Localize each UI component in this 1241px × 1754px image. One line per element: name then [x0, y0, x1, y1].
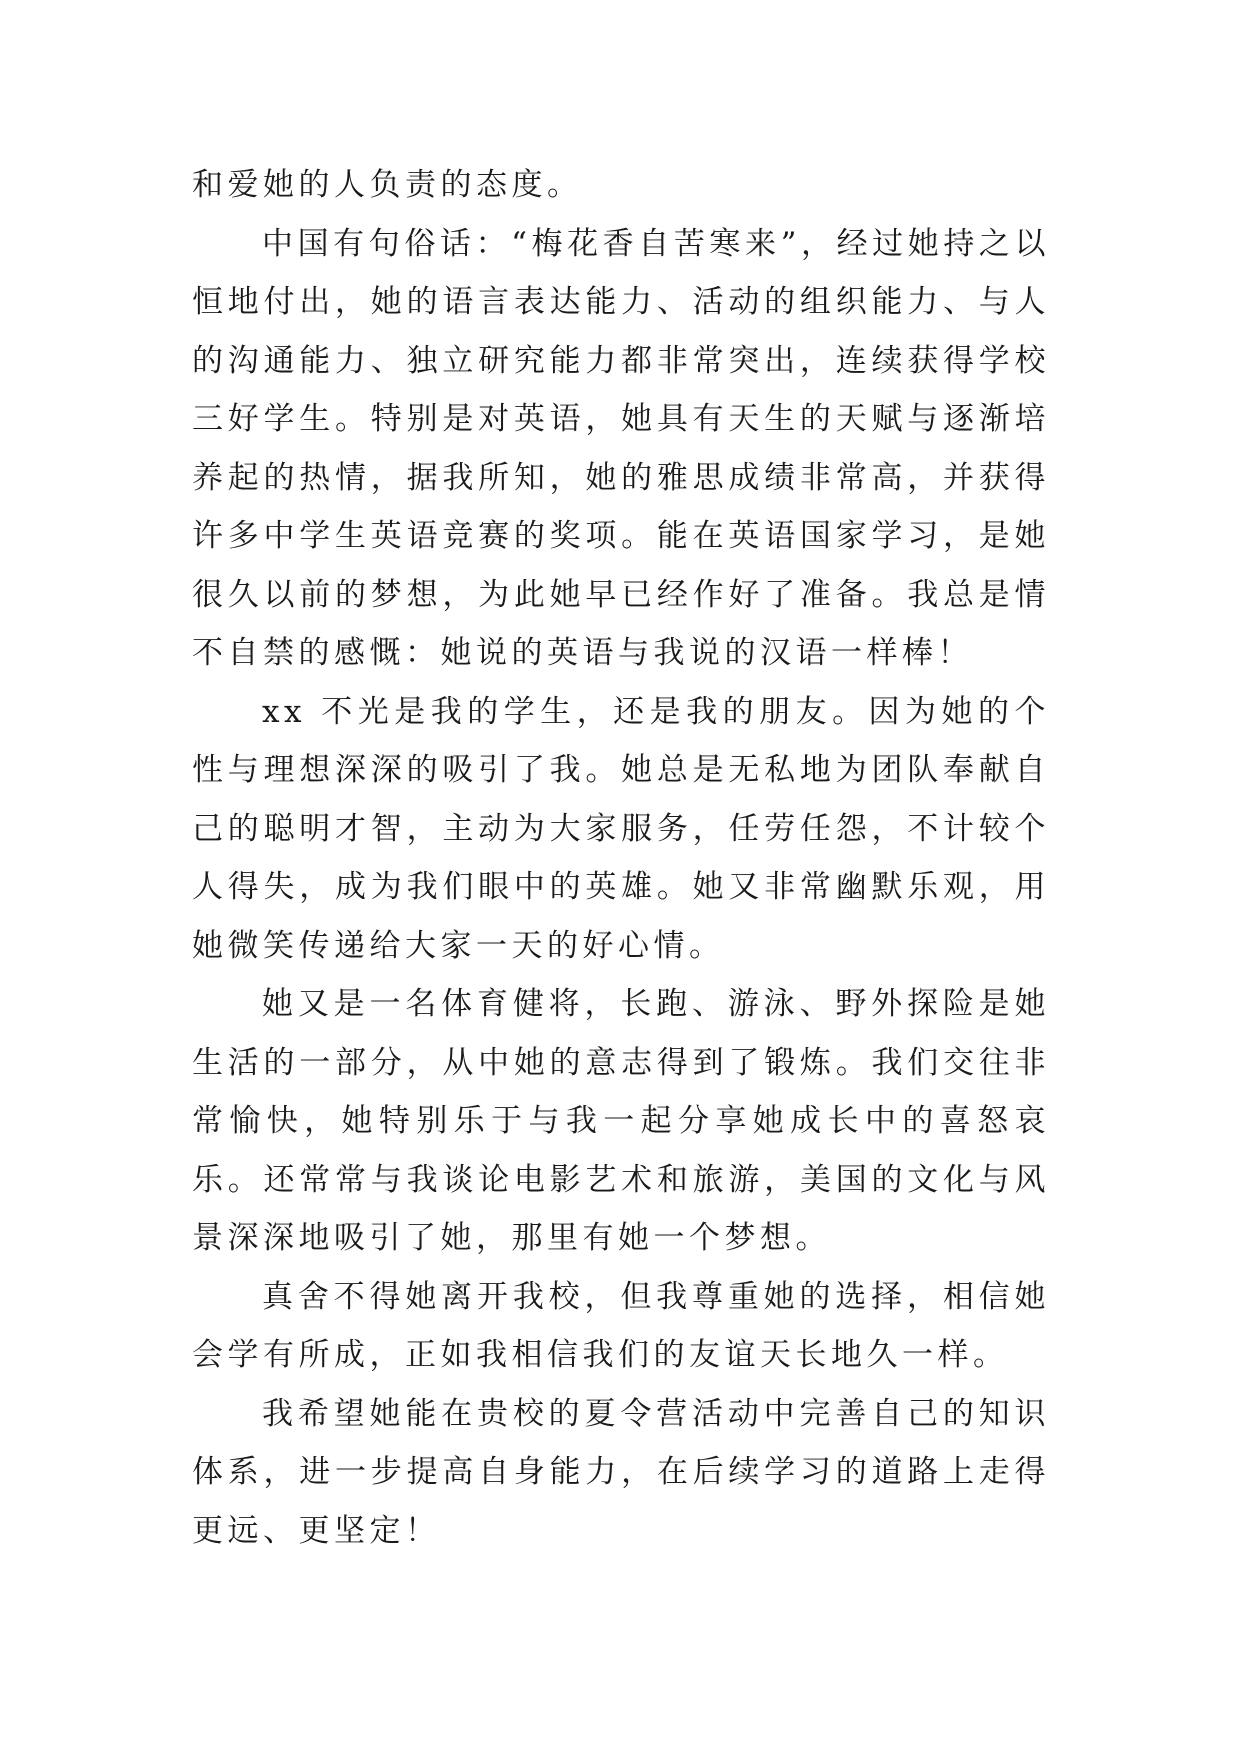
- letter-body: [192, 156, 1050, 1560]
- paragraph-sports: 她又是一名体育健将，长跑、游泳、野外探险是她生活的一部分，从中她的意志得到了锻炼。我们交往非常愉快，她特别乐于与我一起分享她成长中的喜怒哀乐。还常常与我谈论电影艺术和旅游，美国的文化与风景深深地吸引了她，那里有她一个梦想。: [192, 986, 1050, 1256]
- paragraph-friendship: xx 不光是我的学生，还是我的朋友。因为她的个性与理想深深的吸引了我。她总是无私地为团队奉献自己的聪明才智，主动为大家服务，任劳任怨，不计较个人得失，成为我们眼中的英雄。她又非常幽默乐观，用她微笑传递给大家一天的好心情。: [192, 693, 1050, 964]
- paragraph-closing-wish: 我希望她能在贵校的夏令营活动中完善自己的知识体系，进一步提高自身能力，在后续学习的道路上走得更远、更坚定！: [192, 1395, 1050, 1549]
- paragraph-farewell: 真舍不得她离开我校，但我尊重她的选择，相信她会学有所成，正如我相信我们的友谊天长地久一样。: [192, 1278, 1050, 1373]
- paragraph-achievements: 中国有句俗话：“梅花香自苦寒来”，经过她持之以恒地付出，她的语言表达能力、活动的组织能力、与人的沟通能力、独立研究能力都非常突出，连续获得学校三好学生。特别是对英语，她具有天生的天赋与逐渐培养起的热情，据我所知，她的雅思成绩非常高，并获得许多中学生英语竞赛的奖项。能在英语国家学习，是她很久以前的梦想，为此她早已经作好了准备。我总是情不自禁的感慨：她说的英语与我说的汉语一样棒！: [192, 225, 1050, 671]
- paragraph-continuation: 和爱她的人负责的态度。: [192, 167, 583, 203]
